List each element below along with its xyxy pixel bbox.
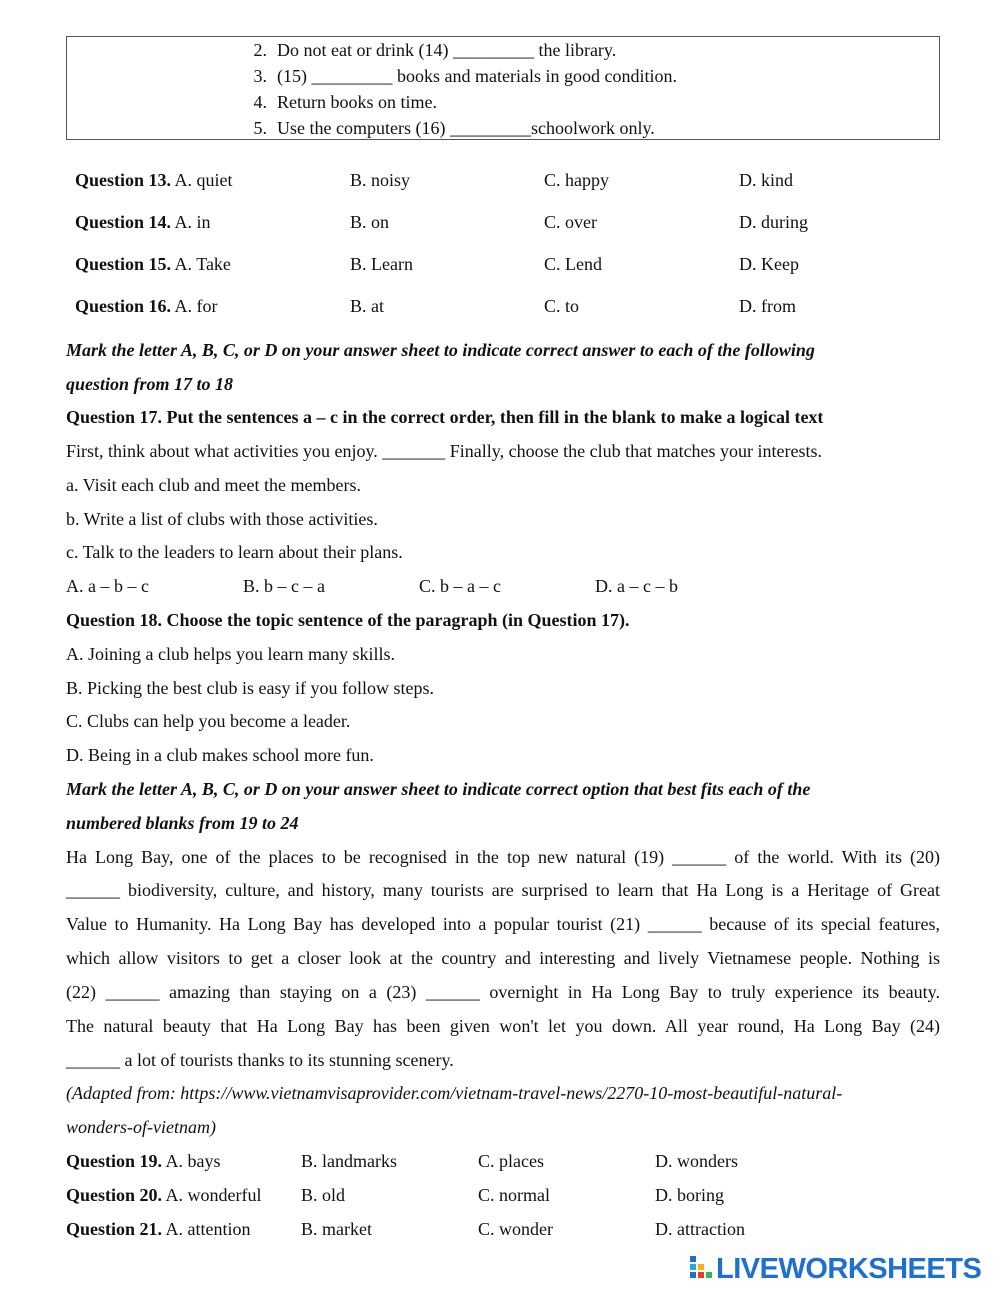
option-text: A. bays [165, 1151, 221, 1171]
question-label: Question 13. [75, 170, 172, 190]
question-18-option-b[interactable]: B. Picking the best club is easy if you follow steps. [66, 678, 434, 698]
question-15-option-c[interactable]: C. Lend [544, 254, 602, 274]
liveworksheets-logo[interactable] [690, 1252, 981, 1286]
rule-text: Use the computers (16) _________schoolwork only. [277, 118, 655, 138]
question-18-option-d[interactable]: D. Being in a club makes school more fun. [66, 745, 374, 765]
rule-item [237, 63, 677, 89]
question-label: Question 21. [66, 1219, 163, 1239]
question-16-option-d[interactable]: D. from [739, 296, 796, 316]
passage-line: ______ biodiversity, culture, and history, many tourists are surprised to learn that Ha Long is a Heritage of Great [66, 880, 940, 900]
library-rules-box [66, 36, 940, 140]
rule-text: Do not eat or drink (14) _________ the library. [277, 40, 617, 60]
question-label: Question 20. [66, 1185, 163, 1205]
question-15-option-d[interactable]: D. Keep [739, 254, 799, 274]
question-13-option-c[interactable]: C. happy [544, 170, 609, 190]
question-20-option-b[interactable]: B. old [301, 1185, 346, 1205]
instruction-19-24-line-2: numbered blanks from 19 to 24 [66, 813, 299, 833]
question-13-option-d[interactable]: D. kind [739, 170, 793, 190]
question-19-option-c[interactable]: C. places [478, 1151, 544, 1171]
passage-line: Value to Humanity. Ha Long Bay has developed into a popular tourist (21) ______ because of its special features, [66, 914, 940, 934]
question-16-option-b[interactable]: B. at [350, 296, 384, 316]
question-18-heading: Question 18. Choose the topic sentence of the paragraph (in Question 17). [66, 610, 630, 630]
question-21-option-a[interactable] [66, 1218, 251, 1240]
question-15-option-b[interactable]: B. Learn [350, 254, 413, 274]
question-13-option-b[interactable]: B. noisy [350, 170, 411, 190]
rule-number: 4. [253, 92, 267, 112]
question-21-option-b[interactable]: B. market [301, 1219, 372, 1239]
question-17-heading: Question 17. Put the sentences a – c in the correct order, then fill in the blank to make a logical text [66, 407, 824, 427]
question-14-option-a[interactable] [75, 211, 211, 233]
question-19-option-b[interactable]: B. landmarks [301, 1151, 397, 1171]
question-19-option-a[interactable] [66, 1150, 221, 1172]
source-citation-line-1: (Adapted from: https://www.vietnamvisaprovider.com/vietnam-travel-news/2270-10-most-beautiful-natural- [66, 1083, 843, 1103]
rule-item [237, 37, 616, 63]
instruction-17-18-line-2: question from 17 to 18 [66, 374, 234, 394]
question-label: Question 19. [66, 1151, 163, 1171]
rule-text: Return books on time. [277, 92, 437, 112]
question-17-option-c[interactable]: C. b – a – c [419, 576, 501, 596]
question-18-option-c[interactable]: C. Clubs can help you become a leader. [66, 711, 351, 731]
liveworksheets-blocks-icon [690, 1254, 712, 1284]
question-15-option-a[interactable] [75, 253, 231, 275]
rule-number: 2. [253, 40, 267, 60]
question-14-option-d[interactable]: D. during [739, 212, 808, 232]
question-17-sentence-b: b. Write a list of clubs with those activities. [66, 509, 378, 529]
passage-line: which allow visitors to get a closer look at the country and interesting and lively Vietnamese people. Nothing is [66, 948, 940, 968]
question-19-option-d[interactable]: D. wonders [655, 1151, 738, 1171]
question-label: Question 14. [75, 212, 172, 232]
instruction-17-18-line-1: Mark the letter A, B, C, or D on your answer sheet to indicate correct answer to each of the following [66, 340, 815, 360]
option-text: A. attention [165, 1219, 251, 1239]
question-16-option-c[interactable]: C. to [544, 296, 580, 316]
question-17-option-b[interactable]: B. b – c – a [243, 576, 325, 596]
option-text: A. quiet [174, 170, 233, 190]
question-label: Question 15. [75, 254, 172, 274]
question-17-sentence-c: c. Talk to the leaders to learn about their plans. [66, 542, 403, 562]
question-14-option-b[interactable]: B. on [350, 212, 390, 232]
question-17-option-a[interactable]: A. a – b – c [66, 576, 149, 596]
option-text: A. for [174, 296, 218, 316]
question-17-sentence-a: a. Visit each club and meet the members. [66, 475, 361, 495]
rule-number: 5. [253, 118, 267, 138]
question-label: Question 16. [75, 296, 172, 316]
rule-item [237, 89, 437, 115]
question-18-option-a[interactable]: A. Joining a club helps you learn many skills. [66, 644, 395, 664]
liveworksheets-wordmark: LIVEWORKSHEETS [716, 1253, 982, 1285]
instruction-19-24-line-1: Mark the letter A, B, C, or D on your answer sheet to indicate correct option that best fits each of the [66, 779, 811, 799]
passage-line: The natural beauty that Ha Long Bay has been given won't let you down. All year round, Ha Long Bay (24) [66, 1016, 940, 1036]
question-20-option-d[interactable]: D. boring [655, 1185, 724, 1205]
question-17-text: First, think about what activities you enjoy. _______ Finally, choose the club that matches your interests. [66, 441, 823, 461]
passage-line: Ha Long Bay, one of the places to be recognised in the top new natural (19) ______ of the world. With its (20) [66, 847, 940, 867]
rule-item [237, 115, 655, 141]
question-21-option-c[interactable]: C. wonder [478, 1219, 553, 1239]
question-21-option-d[interactable]: D. attraction [655, 1219, 745, 1239]
option-text: A. wonderful [165, 1185, 262, 1205]
option-text: A. Take [174, 254, 231, 274]
question-14-option-c[interactable]: C. over [544, 212, 597, 232]
question-20-option-a[interactable] [66, 1184, 262, 1206]
question-17-option-d[interactable]: D. a – c – b [595, 576, 678, 596]
passage-line: (22) ______ amazing than staying on a (23) ______ overnight in Ha Long Bay to truly experience its beauty. [66, 982, 940, 1002]
question-13-option-a[interactable] [75, 169, 233, 191]
passage-line: ______ a lot of tourists thanks to its stunning scenery. [66, 1050, 454, 1070]
rule-text: (15) _________ books and materials in good condition. [277, 66, 677, 86]
option-text: A. in [174, 212, 211, 232]
question-16-option-a[interactable] [75, 295, 218, 317]
rule-number: 3. [253, 66, 267, 86]
question-20-option-c[interactable]: C. normal [478, 1185, 550, 1205]
source-citation-line-2: wonders-of-vietnam) [66, 1117, 216, 1137]
